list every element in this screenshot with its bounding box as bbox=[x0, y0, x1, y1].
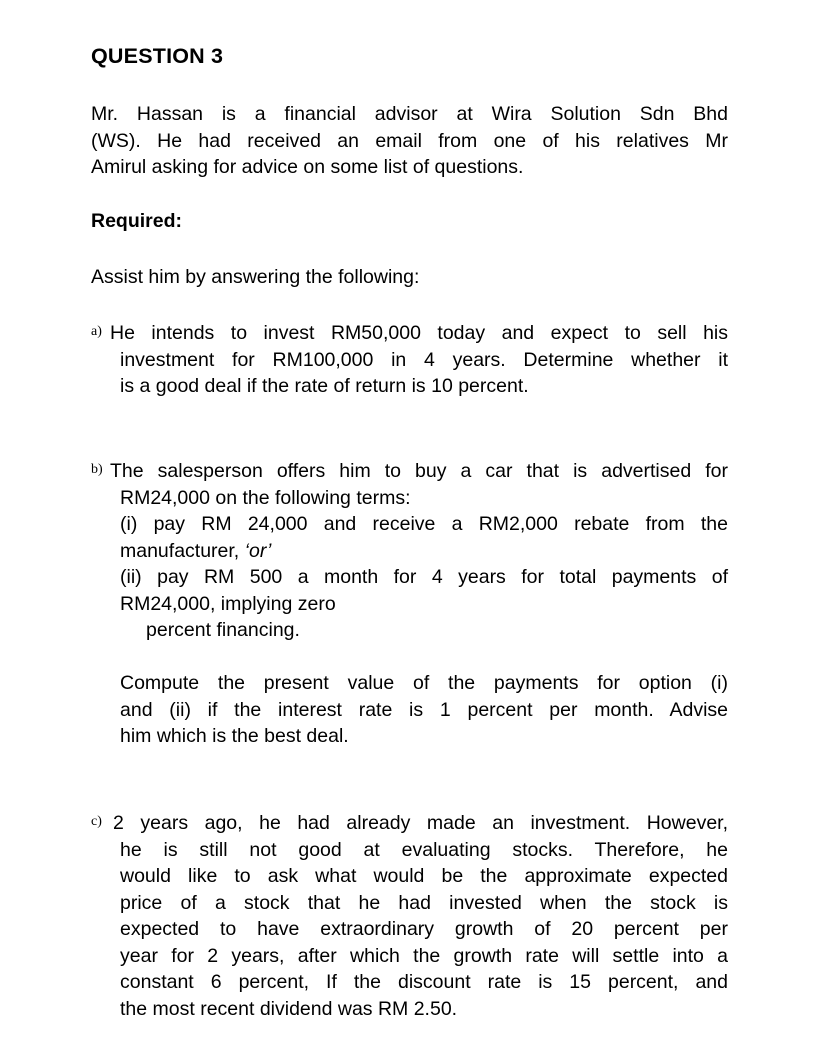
question-item-c bbox=[91, 810, 728, 1022]
item-b-line: percent financing. bbox=[146, 619, 300, 641]
item-marker-a: a) bbox=[91, 324, 102, 339]
item-b-line: RM24,000 on the following terms: bbox=[120, 486, 411, 509]
required-label: Required: bbox=[91, 210, 183, 232]
item-c-text bbox=[91, 810, 728, 1022]
question-item-b bbox=[91, 458, 728, 750]
item-c-line: would like to ask what would be the approximate expected bbox=[120, 865, 728, 887]
item-c-line: price of a stock that he had invested when the stock is bbox=[120, 891, 728, 914]
assist-instruction: Assist him by answering the following: bbox=[91, 266, 420, 288]
item-c-line: year for 2 years, after which the growth rate will settle into a bbox=[120, 944, 728, 967]
item-a-text bbox=[91, 320, 728, 400]
question-heading: QUESTION 3 bbox=[91, 44, 224, 68]
item-c-line: the most recent dividend was RM 2.50. bbox=[120, 997, 458, 1020]
item-b-or: ‘or’ bbox=[244, 539, 272, 562]
item-b-line: RM24,000, implying zero bbox=[120, 592, 336, 615]
item-a-line: investment for RM100,000 in 4 years. Determine whether it bbox=[120, 348, 728, 371]
item-b-text bbox=[91, 458, 728, 750]
item-b-compute-line: Compute the present value of the payments for option (i) bbox=[120, 672, 728, 694]
item-c-line: constant 6 percent, If the discount rate is 15 percent, and bbox=[120, 971, 728, 993]
item-c-line: 2 years ago, he had already made an investment. However, bbox=[113, 812, 728, 834]
item-b-option-i: (i) pay RM 24,000 and receive a RM2,000 rebate from the bbox=[120, 513, 728, 535]
item-b-gap bbox=[120, 644, 728, 671]
item-b-compute-line: and (ii) if the interest rate is 1 percent per month. Advise bbox=[120, 698, 728, 721]
item-b-line-text: manufacturer, bbox=[120, 539, 245, 562]
intro-line: (WS). He had received an email from one of his relatives Mr bbox=[91, 129, 728, 152]
item-b-option-ii: (ii) pay RM 500 a month for 4 years for total payments of bbox=[120, 566, 728, 588]
intro-paragraph bbox=[91, 101, 728, 181]
item-b-line bbox=[120, 538, 728, 565]
intro-line: Mr. Hassan is a financial advisor at Wira Solution Sdn Bhd bbox=[91, 103, 728, 125]
item-c-line: he is still not good at evaluating stocks. Therefore, he bbox=[120, 838, 728, 861]
item-c-line: expected to have extraordinary growth of 20 percent per bbox=[120, 918, 728, 940]
item-marker-b: b) bbox=[91, 462, 103, 477]
item-b-line: The salesperson offers him to buy a car that is advertised for bbox=[110, 460, 728, 482]
item-marker-c: c) bbox=[91, 814, 102, 829]
item-a-line: is a good deal if the rate of return is 10 percent. bbox=[120, 375, 529, 397]
intro-line: Amirul asking for advice on some list of questions. bbox=[91, 156, 524, 178]
item-a-line: He intends to invest RM50,000 today and expect to sell his bbox=[110, 322, 728, 344]
question-item-a bbox=[91, 320, 728, 400]
item-b-compute-line: him which is the best deal. bbox=[120, 725, 349, 747]
